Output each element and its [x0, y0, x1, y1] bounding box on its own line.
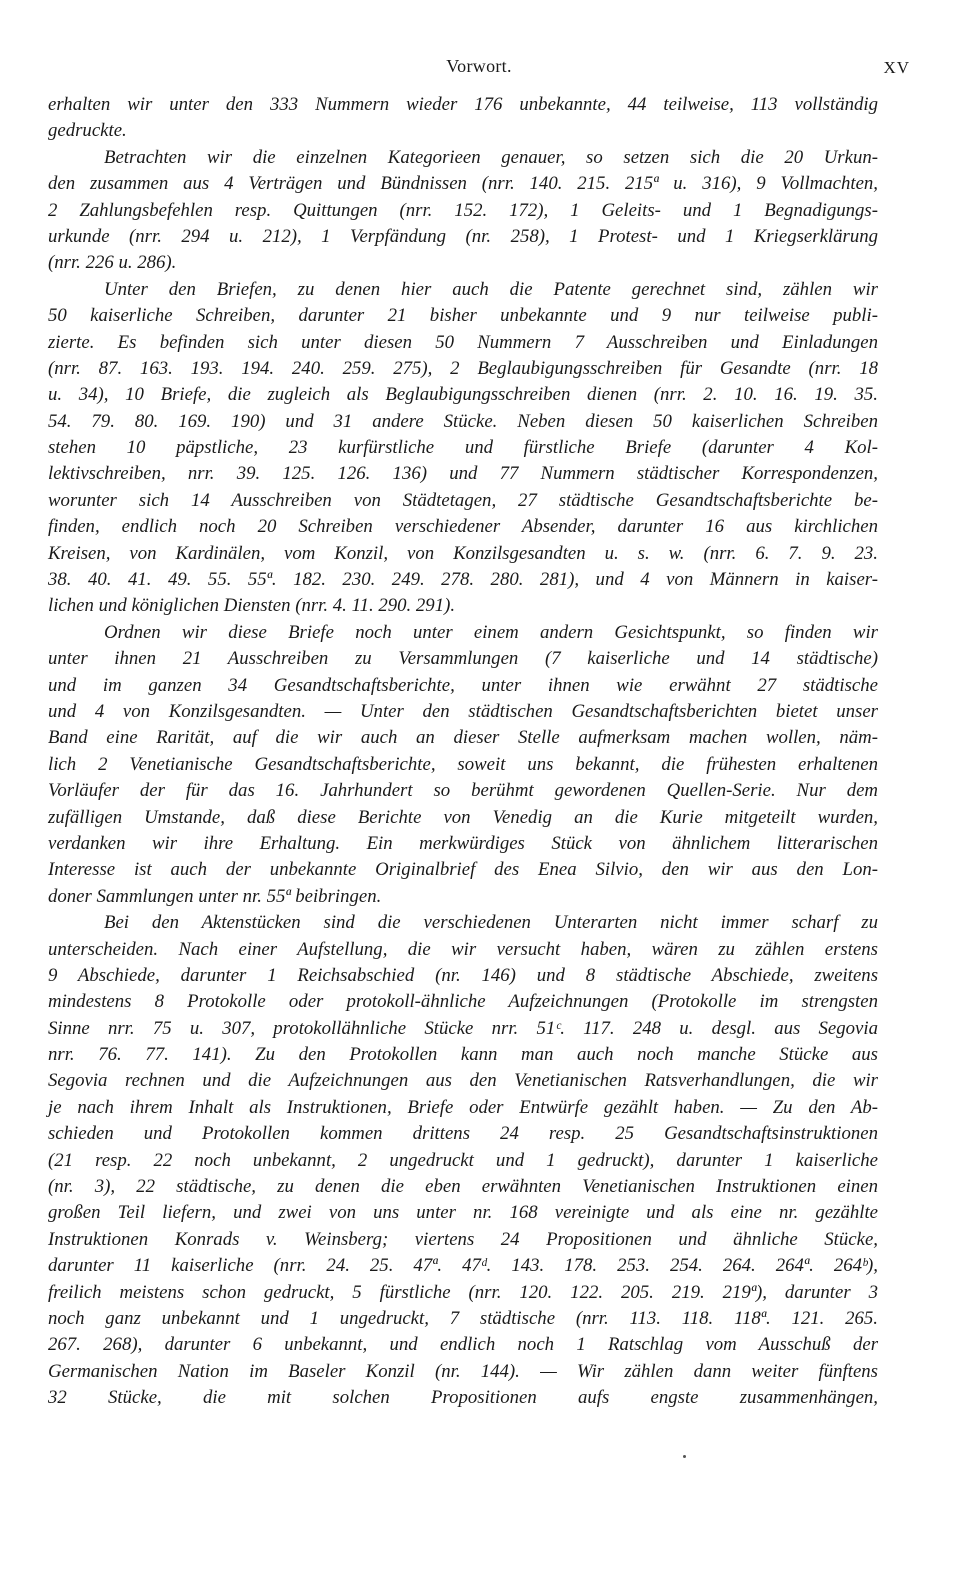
page-title: Vorwort.: [446, 56, 512, 76]
text-line: nrr. 76. 77. 141). Zu den Protokollen kann man auch noch manche Stücke aus: [48, 1044, 878, 1066]
text-line: je nach ihrem Inhalt als Instruktionen, Briefe oder Entwürfe gezählt haben. — Zu den Ab-: [48, 1096, 878, 1118]
text-line: Segovia rechnen und die Aufzeichnungen aus den Venetianischen Ratsverhandlungen, die wir: [48, 1070, 878, 1092]
text-line: Unter den Briefen, zu denen hier auch die Patente gerechnet sind, zählen wir: [104, 278, 878, 300]
text-line: lichen und königlichen Diensten (nrr. 4. 11. 290. 291).: [48, 595, 456, 617]
text-line: 2 Zahlungsbefehlen resp. Quittungen (nrr. 152. 172), 1 Geleits- und 1 Begnadigungs-: [48, 199, 878, 221]
text-line: Bei den Aktenstücken sind die verschiedenen Unterarten nicht immer scharf zu: [104, 912, 878, 934]
text-line: (nrr. 226 u. 286).: [48, 252, 177, 274]
text-line: lektivschreiben, nrr. 39. 125. 126. 136) und 77 Nummern städtischer Korrespondenzen,: [48, 463, 878, 485]
text-line: lich 2 Venetianische Gesandtschaftsberichte, soweit uns bekannt, die frühesten erhaltenen: [48, 753, 878, 775]
page-number: XV: [883, 58, 910, 77]
text-line: darunter 11 kaiserliche (nrr. 24. 25. 47ª. 47ᵈ. 143. 178. 253. 254. 264. 264ª. 264ᵇ),: [48, 1255, 878, 1277]
text-line: (nr. 3), 22 städtische, zu denen die eben erwähnten Venetianischen Instruktionen einen: [48, 1176, 878, 1198]
text-line: schieden und Protokollen kommen drittens 24 resp. 25 Gesandtschaftsinstruktionen: [48, 1123, 878, 1145]
text-line: und 4 von Konzilsgesandten. — Unter den städtischen Gesandtschaftsberichten bietet unser: [48, 700, 878, 722]
ink-speck: [683, 1455, 686, 1458]
text-line: 32 Stücke, die mit solchen Propositionen aufs engste zusammenhängen,: [48, 1387, 878, 1409]
text-line: finden, endlich noch 20 Schreiben verschiedener Absender, darunter 16 aus kirchlichen: [48, 516, 878, 538]
text-line: doner Sammlungen unter nr. 55ª beibringen.: [48, 885, 382, 907]
text-line: erhalten wir unter den 333 Nummern wieder 176 unbekannte, 44 teilweise, 113 vollständig: [48, 94, 878, 115]
text-line: Germanischen Nation im Baseler Konzil (nr. 144). — Wir zählen dann weiter fünftens: [48, 1360, 878, 1382]
text-line: 38. 40. 41. 49. 55. 55ª. 182. 230. 249. 278. 280. 281), und 4 von Männern in kaiser-: [48, 569, 878, 591]
text-line: Sinne nrr. 75 u. 307, protokollähnliche Stücke nrr. 51ᶜ. 117. 248 u. desgl. aus Segovia: [48, 1017, 878, 1039]
text-line: Interesse ist auch der unbekannte Originalbrief des Enea Silvio, den wir aus den Lon-: [48, 859, 878, 881]
text-line: Kreisen, von Kardinälen, vom Konzil, von Konzilsgesandten u. s. w. (nrr. 6. 7. 9. 23.: [48, 542, 878, 564]
text-line: Instruktionen Konrads v. Weinsberg; viertens 24 Propositionen und ähnliche Stücke,: [48, 1228, 878, 1250]
text-line: unterscheiden. Nach einer Aufstellung, die wir versucht haben, wären zu zählen erstens: [48, 938, 878, 960]
text-line: Vorläufer der für das 16. Jahrhundert so berühmt gewordenen Quellen-Serie. Nur dem: [48, 780, 878, 802]
text-line: 50 kaiserliche Schreiben, darunter 21 bisher unbekannte und 9 nur teilweise publi-: [48, 305, 878, 327]
text-line: Ordnen wir diese Briefe noch unter einem andern Gesichtspunkt, so finden wir: [104, 621, 878, 643]
text-line: den zusammen aus 4 Verträgen und Bündnissen (nrr. 140. 215. 215ª u. 316), 9 Vollmachten,: [48, 173, 878, 195]
text-line: großen Teil liefern, und zwei von uns unter nr. 168 vereinigte und als eine nr. gezählte: [48, 1202, 878, 1224]
text-line: verdanken wir ihre Erhaltung. Ein merkwürdiges Stück von ähnlichem litterarischen: [48, 832, 878, 854]
text-line: mindestens 8 Protokolle oder protokoll-ähnliche Aufzeichnungen (Protokolle im strengsten: [48, 991, 878, 1013]
text-line: noch ganz unbekannt und 1 ungedruckt, 7 städtische (nrr. 113. 118. 118ª. 121. 265.: [48, 1307, 878, 1329]
text-line: 267. 268), darunter 6 unbekannt, und endlich noch 1 Ratschlag vom Ausschuß der: [48, 1334, 878, 1356]
text-line: zufälligen Umstande, daß diese Berichte von Venedig an die Kurie mitgeteilt wurden,: [48, 806, 878, 828]
text-line: unter ihnen 21 Ausschreiben zu Versammlungen (7 kaiserliche und 14 städtische): [48, 648, 878, 670]
text-line: gedruckte.: [48, 120, 127, 142]
text-line: worunter sich 14 Ausschreiben von Städtetagen, 27 städtische Gesandtschaftsberichte be-: [48, 489, 878, 511]
body-text: [48, 92, 878, 1412]
running-head: [48, 56, 910, 80]
text-line: urkunde (nrr. 294 u. 212), 1 Verpfändung (nr. 258), 1 Protest- und 1 Kriegserklärung: [48, 225, 878, 247]
text-line: (nrr. 87. 163. 193. 194. 240. 259. 275), 2 Beglaubigungsschreiben für Gesandte (nrr. 18: [48, 357, 878, 379]
text-line: 9 Abschiede, darunter 1 Reichsabschied (nr. 146) und 8 städtische Abschiede, zweitens: [48, 964, 878, 986]
text-line: Band eine Rarität, auf die wir auch an dieser Stelle aufmerksam machen wollen, näm-: [48, 727, 878, 749]
text-line: zierte. Es befinden sich unter diesen 50 Nummern 7 Ausschreiben und Einladungen: [48, 331, 878, 353]
text-line: freilich meistens schon gedruckt, 5 fürstliche (nrr. 120. 122. 205. 219. 219ª), darunter 3: [48, 1281, 878, 1303]
text-line: und im ganzen 34 Gesandtschaftsberichte, unter ihnen wie erwähnt 27 städtische: [48, 674, 878, 696]
text-line: stehen 10 päpstliche, 23 kurfürstliche und fürstliche Briefe (darunter 4 Kol-: [48, 437, 878, 459]
text-line: (21 resp. 22 noch unbekannt, 2 ungedruckt und 1 gedruckt), darunter 1 kaiserliche: [48, 1149, 878, 1171]
text-line: 54. 79. 80. 169. 190) und 31 andere Stücke. Neben diesen 50 kaiserlichen Schreiben: [48, 410, 878, 432]
text-line: u. 34), 10 Briefe, die zugleich als Beglaubigungsschreiben dienen (nrr. 2. 10. 16. 19. 35.: [48, 384, 878, 406]
text-line: Betrachten wir die einzelnen Kategorieen genauer, so setzen sich die 20 Urkun-: [104, 146, 878, 168]
